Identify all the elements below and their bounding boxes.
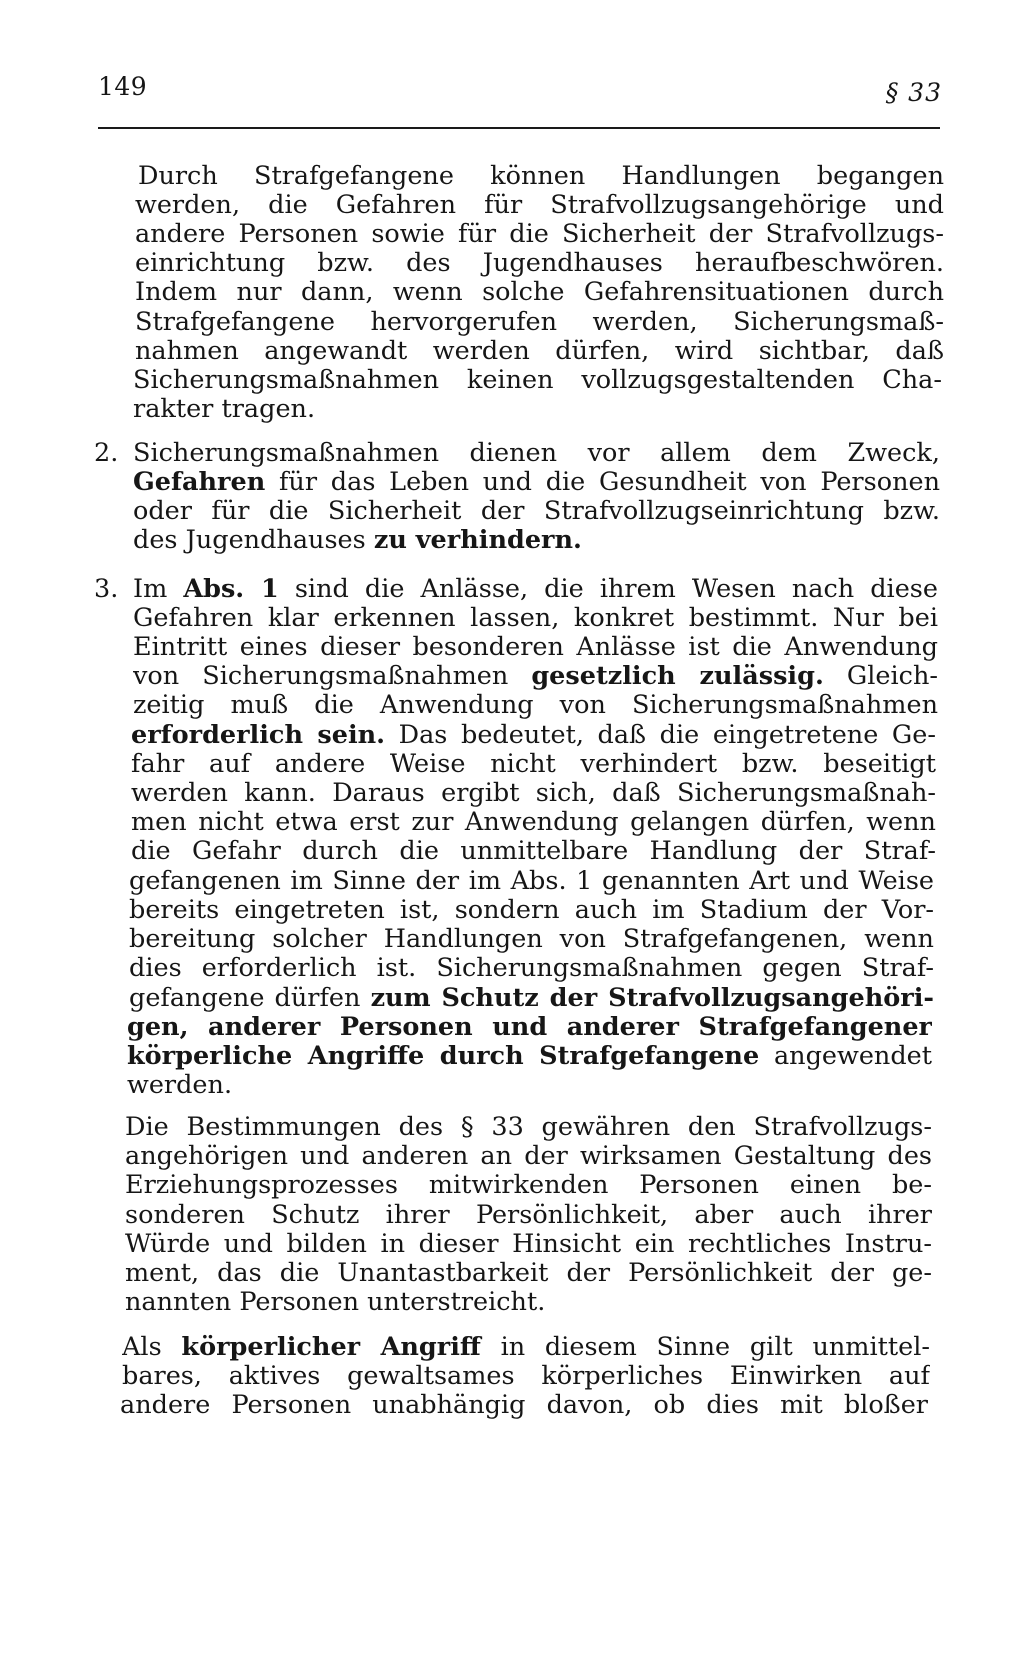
text-line: gefangene dürfen zum Schutz der Strafvollzugsangehöri- [129, 983, 934, 1013]
bold-term: Abs. 1 [183, 574, 279, 604]
text-line: Gefahren klar erkennen lassen, konkret bestimmt. Nur bei [133, 603, 938, 633]
text-line: werden kann. Daraus ergibt sich, daß Sicherungsmaßnah- [131, 778, 936, 808]
text-line: men nicht etwa erst zur Anwendung gelangen dürfen, wenn [131, 807, 936, 837]
text-line: rakter tragen. [133, 394, 316, 424]
bold-term: körperliche Angriffe durch Strafgefangene [127, 1041, 760, 1071]
text-line: angehörigen und anderen an der wirksamen Gestaltung des [125, 1141, 932, 1171]
bold-term: körperlicher Angriff [181, 1332, 481, 1362]
text-line: ment, das die Unantastbarkeit der Persönlichkeit der ge- [125, 1258, 932, 1288]
header-rule [98, 127, 940, 129]
text-line: andere Personen unabhängig davon, ob dies mit bloßer [120, 1390, 928, 1420]
item-number: 2. [94, 438, 119, 468]
item-number: 3. [94, 574, 119, 604]
text-line: Würde und bilden in dieser Hinsicht ein rechtliches Instru- [125, 1229, 932, 1259]
text-line: nahmen angewandt werden dürfen, wird sichtbar, daß [135, 336, 944, 366]
bold-term: zum Schutz der Strafvollzugsangehöri- [370, 983, 934, 1013]
bold-term: Gefahren [133, 467, 266, 497]
text-line: fahr auf andere Weise nicht verhindert bzw. beseitigt [131, 749, 936, 779]
text-line: Im Abs. 1 sind die Anlässe, die ihrem Wesen nach diese [133, 574, 938, 604]
text-line: Strafgefangene hervorgerufen werden, Sicherungsmaß- [135, 307, 944, 337]
text-line: Erziehungsprozesses mitwirkenden Personen einen be- [125, 1170, 932, 1200]
text-line: von Sicherungsmaßnahmen gesetzlich zulässig. Gleich- [133, 661, 938, 691]
bold-term: erforderlich sein. [131, 720, 386, 750]
text-line: werden, die Gefahren für Strafvollzugsangehörige und [135, 190, 944, 220]
text-line: Sicherungsmaßnahmen keinen vollzugsgestaltenden Cha- [133, 365, 942, 395]
text-line: gefangenen im Sinne der im Abs. 1 genannten Art und Weise [129, 866, 934, 896]
text-line: andere Personen sowie für die Sicherheit der Strafvollzugs- [135, 219, 944, 249]
text-line: bereitung solcher Handlungen von Strafgefangenen, wenn [129, 924, 934, 954]
page-number: 149 [98, 72, 148, 101]
text-line: zeitig muß die Anwendung von Sicherungsmaßnahmen [133, 690, 938, 720]
text-line: die Gefahr durch die unmittelbare Handlung der Straf- [131, 836, 936, 866]
text-line: Indem nur dann, wenn solche Gefahrensituationen durch [135, 277, 944, 307]
bold-term: zu verhindern. [373, 525, 582, 555]
text-line: oder für die Sicherheit der Strafvollzugseinrichtung bzw. [133, 496, 940, 526]
text-line: nannten Personen unterstreicht. [125, 1287, 546, 1317]
section-reference: § 33 [885, 78, 942, 107]
text-line [127, 1012, 932, 1042]
text-line: Sicherungsmaßnahmen dienen vor allem dem Zweck, [133, 438, 940, 468]
bold-term: gen, anderer Personen und anderer Strafgefangener [127, 1012, 932, 1042]
text-line: Durch Strafgefangene können Handlungen begangen [138, 161, 944, 191]
text-line: Gefahren für das Leben und die Gesundheit von Personen [133, 467, 940, 497]
bold-term: gesetzlich zulässig. [531, 661, 824, 691]
text-line: einrichtung bzw. des Jugendhauses heraufbeschwören. [135, 248, 944, 278]
text-line: werden. [127, 1070, 233, 1100]
text-line: dies erforderlich ist. Sicherungsmaßnahmen gegen Straf- [129, 953, 934, 983]
text-line: erforderlich sein. Das bedeutet, daß die eingetretene Ge- [131, 720, 936, 750]
text-line: bares, aktives gewaltsames körperliches Einwirken auf [122, 1361, 930, 1391]
text-line: Als körperlicher Angriff in diesem Sinne gilt unmittel- [122, 1332, 930, 1362]
text-line: Eintritt eines dieser besonderen Anlässe ist die Anwendung [133, 632, 938, 662]
text-line: des Jugendhauses zu verhindern. [133, 525, 582, 555]
text-line: sonderen Schutz ihrer Persönlichkeit, aber auch ihrer [125, 1200, 932, 1230]
text-line: Die Bestimmungen des § 33 gewähren den Strafvollzugs- [125, 1112, 932, 1142]
text-line: bereits eingetreten ist, sondern auch im Stadium der Vor- [129, 895, 934, 925]
text-line: körperliche Angriffe durch Strafgefangene angewendet [127, 1041, 932, 1071]
